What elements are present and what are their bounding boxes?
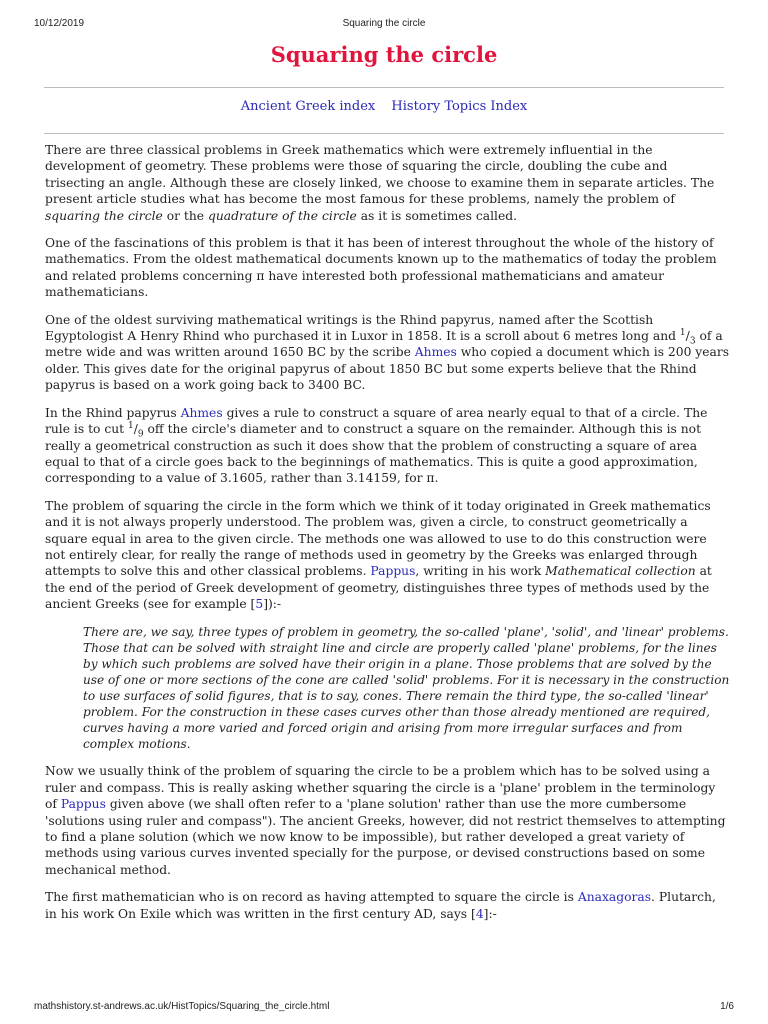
print-page-number: 1/6 xyxy=(720,1001,734,1012)
fraction-denominator: 9 xyxy=(137,429,144,440)
reference-5-link[interactable]: 5 xyxy=(255,597,264,612)
print-footer xyxy=(34,1001,734,1012)
paragraph-ahmes-rule: In the Rhind papyrus Ahmes gives a rule to construct a square of area nearly equal to that of a circle. The rule is to cut $^1/_9$ off the circle's diameter and to construct a square on the remainder. Although this is not really a geometrical construction as such it does show that the problem of constructing a square of area equal to that of a circle goes back to the beginnings of mathematics. This is quite a good approximation, corresponding to a value of 3.1605, rather than 3.14159, for π. xyxy=(45,405,708,486)
index-nav xyxy=(0,99,768,114)
ahmes-link[interactable]: Ahmes xyxy=(180,405,223,420)
pappus-link[interactable]: Pappus xyxy=(370,564,416,579)
ahmes-link[interactable]: Ahmes xyxy=(414,345,457,360)
paragraph-intro: There are three classical problems in Greek mathematics which were extremely influential in the development of geometry. These problems were those of squaring the circle, doubling the cube and trisecting an angle. Although these are closely linked, we choose to examine them in separate articles. The present article studies what has become the most famous for these problems, namely the problem of squaring the circle or the quadrature of the circle as it is sometimes called. xyxy=(45,143,715,223)
fraction-numerator: 1 xyxy=(679,327,686,338)
paragraph-ruler-compass: Now we usually think of the problem of squaring the circle to be a problem which has to be solved using a ruler and compass. This is really asking whether squaring the circle is a 'plane' problem in the terminology of Pappus given above (we shall often refer to a 'plane solution' rather than use the more cumbersome 'solutions using ruler and compass"). The ancient Greeks, however, did not restrict themselves to attempting to find a plane solution (which we now know to be impossible), but rather developed a great variety of methods using various curves invented specially for the purpose, or devised constructions based on some mechanical method. xyxy=(45,764,726,877)
article-body xyxy=(45,142,730,933)
paragraph-rhind-papyrus: One of the oldest surviving mathematical writings is the Rhind papyrus, named after the Scottish Egyptologist A Henry Rhind who purchased it in Luxor in 1858. It is a scroll about 6 metres long and $^1/_3$ of a metre wide and was written around 1650 BC by the scribe Ahmes who copied a document which is 200 years older. This gives date for the original papyrus of about 1850 BC but some experts believe that the Rhind papyrus is based on a work going back to 3400 BC. xyxy=(45,312,730,393)
anaxagoras-link[interactable]: Anaxagoras xyxy=(577,890,652,905)
paragraph-anaxagoras: The first mathematician who is on record as having attempted to square the circle is Anaxagoras. Plutarch, in his work On Exile which was written in the first century AD, says [4]:- xyxy=(45,890,716,921)
page-title: Squaring the circle xyxy=(270,42,498,67)
print-date: 10/12/2019 xyxy=(34,18,85,29)
top-divider xyxy=(44,87,724,88)
paragraph-greek-problem: The problem of squaring the circle in the form which we think of it today originated in Greek mathematics and it is not always properly understood. The problem was, given a circle, to construct geometrically a square equal in area to the given circle. The methods one was allowed to use to do this construction were not entirely clear, for really the range of methods used in geometry by the Greeks was enlarged through attempts to solve this and other classical problems. Pappus, writing in his work Mathematical collection at the end of the period of Greek development of geometry, distinguishes three types of methods used by the ancient Greeks (see for example [5]):- xyxy=(45,498,712,612)
paragraph-fascination: One of the fascinations of this problem is that it has been of interest throughout the whole of the history of mathematics. From the oldest mathematical documents known up to the mathematics of today the problem and related problems concerning π have interested both professional mathematicians and amateur mathematicians. xyxy=(45,236,717,300)
fraction-numerator: 1 xyxy=(127,421,134,431)
reference-4-link[interactable]: 4 xyxy=(475,906,484,921)
pappus-quote: There are, we say, three types of problem in geometry, the so-called 'plane', 'solid', and 'linear' problems. Those that can be solved with straight line and circle are properly called 'plane' problems, for the lines by which such problems are solved have their origin in a plane. Those problems that are solved by the use of one or more sections of the cone are called 'solid' problems. For it is necessary in the construction to use surfaces of solid figures, that is to say, cones. There remain the third type, the so-called 'linear' problem. For the construction in these cases curves other than those already mentioned are required, curves having a more varied and forced origin and arising from more irregular surfaces and from complex motions. xyxy=(83,624,730,752)
history-topics-index-link[interactable]: History Topics Index xyxy=(391,99,528,114)
ancient-greek-index-link[interactable]: Ancient Greek index xyxy=(240,99,376,114)
fraction-denominator: 3 xyxy=(689,336,696,347)
print-url: mathshistory.st-andrews.ac.uk/HistTopics/Squaring_the_circle.html xyxy=(34,1001,330,1012)
print-page-title: Squaring the circle xyxy=(342,18,426,29)
nav-divider xyxy=(44,133,724,134)
pappus-link[interactable]: Pappus xyxy=(60,797,106,812)
